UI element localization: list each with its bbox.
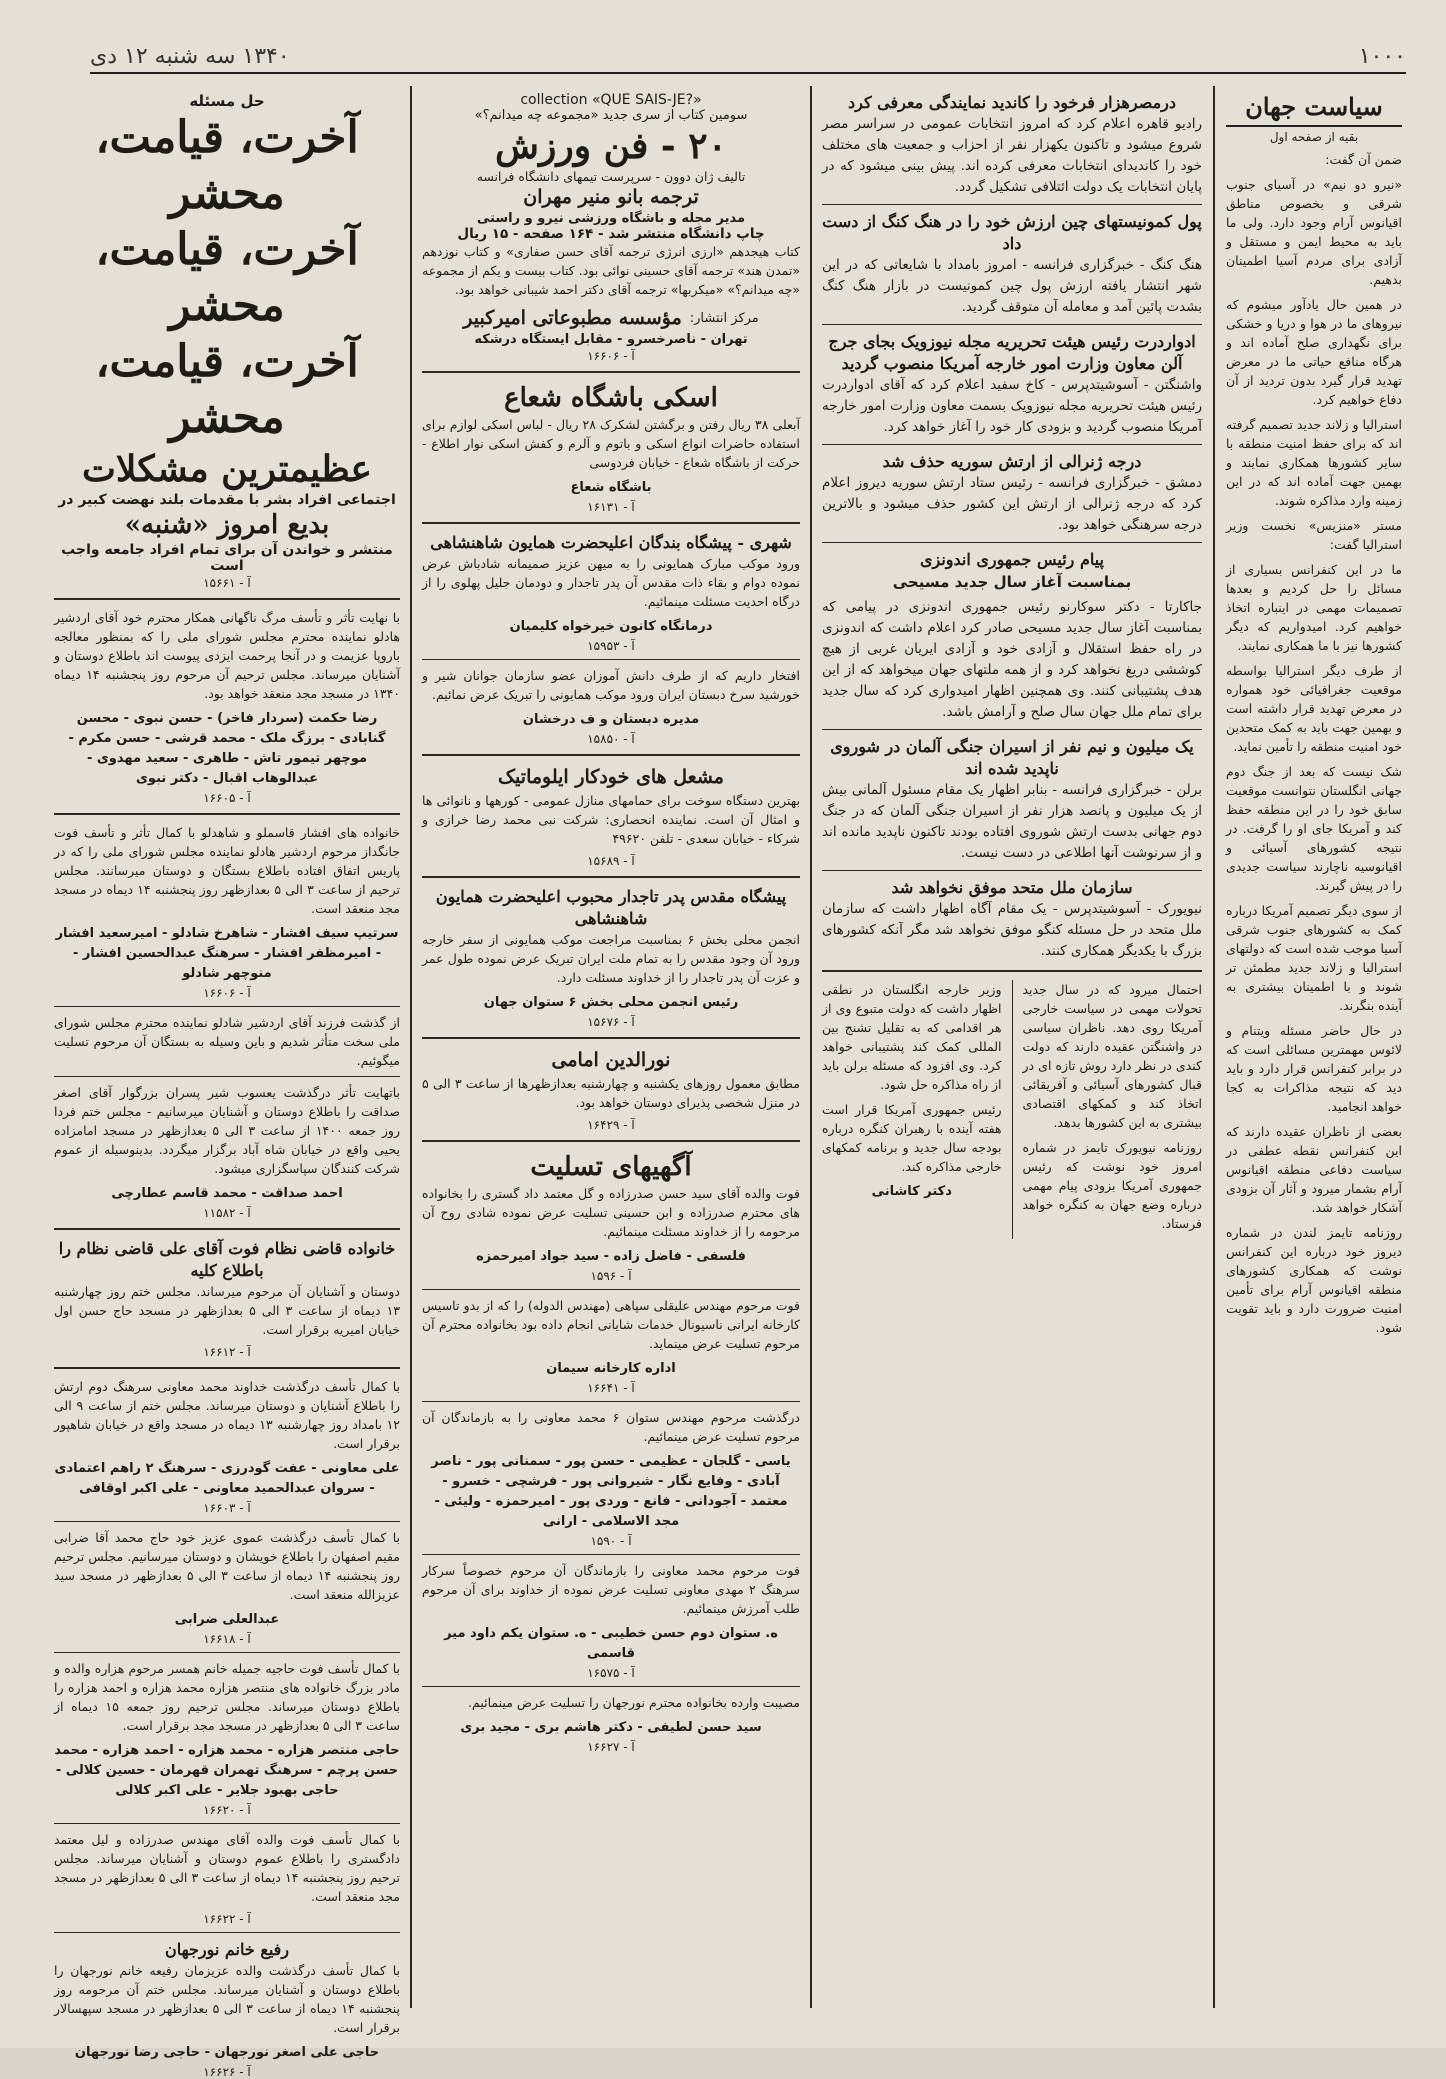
divider [54, 1932, 400, 1933]
article-paragraph: ما در این کنفرانس بسیاری از مسائل را حل کردیم و بعدها تصمیمات مهمی در اینباره اتخاذ خواهیم کرد. امیدواریم که دیگر کشورها نیز با ما همکاری نمایند. [1226, 562, 1402, 653]
subheadline: بمناسبت آغاز سال جدید مسیحی [892, 573, 1132, 591]
ad-headline: آخرت، قیامت، محشر [95, 112, 359, 219]
obituary-names: علی معاونی - عفت گودرزی - سرهنگ ۲ راهم اعتمادی - سروان عبدالحمید معاونی - علی اکبر اوقافی [54, 1461, 400, 1496]
divider [822, 444, 1202, 445]
masthead-page-number: ۱۰۰۰ [1358, 43, 1406, 69]
article-paragraph: از طرف دیگر استرالیا بواسطه موقعیت جغرافیائی خود همواره در معرض تهدید قرار داشته است و بهمین جهت باید به کمک متحدین خود امنیت منطقه را تأمین نماید. [1226, 663, 1402, 754]
obituary-body: خانواده های افشار قاسملو و شاهدلو با کمال تأثر و تأسف فوت جانگداز مرحوم اردشیر هادلو نماینده مجلس شورای ملی را که در پاریس اتفاق افتاده باطلاع بستگان و دوستان میرسانند. مجلس ترحیم از ساعت ۳ الی ۵ بعدازظهر روز پنجشنبه ۱۴ دیماه در مسجد مجد منعقد است. [54, 825, 400, 916]
translator-role: مدیر مجله و باشگاه ورزشی نیرو و راستی [476, 211, 746, 226]
divider [422, 1401, 800, 1402]
obituary-title: خانواده قاضی نظام فوت آقای علی قاضی نظام را باطلاع کلیه [58, 1239, 396, 1280]
headline: سازمان ملل متحد موفق نخواهد شد [891, 878, 1133, 897]
burner-ad-body: بهترین دستگاه سوخت برای حمامهای منازل عمومی - کورهها و نانوائی ها و امثال آن است. نماینده انحصاری: شرکت نبی محمد رضا خرازی و شرکاء - خیابان سعدی - تلفن ۴۹۶۲۰ [422, 793, 800, 846]
article-body: احتمال میرود که در سال جدید تحولات مهمی در سیاست خارجی آمریکا روی دهد. ناظران سیاسی در واشنگتن عقیده دارند که دولت کندی در نظر دارد روش تازه ای در قبال کشورهای آسیائی و آفریقائی اتخاذ کند و کمکهای اقتصادی بیشتری به این کشورها بدهد. [1022, 982, 1202, 1130]
divider [422, 1140, 800, 1142]
announcement-title: نورالدین امامی [551, 1049, 671, 1071]
book-series-label-fa: سومین کتاب از سری جدید «مجموعه چه میدانم؟» [474, 108, 748, 123]
divider [422, 1686, 800, 1687]
article-body: رئیس جمهوری آمریکا قرار است هفته آینده با رهبران کنگره درباره بودجه سال جدید و برنامه کمکهای خارجی مذاکره کند. [822, 1102, 1002, 1174]
divider [422, 754, 800, 756]
divider [54, 1228, 400, 1230]
publisher-line [422, 305, 800, 332]
obituary-body: باتهایت تأثر درگذشت یعسوب شیر پسران بزرگوار آقای اصغر صداقت را باطلاع دوستان و آشنایان میرسانیم - مجلس ختم فردا روز جمعه ۱۴۰۰ از ساعت ۳ الی ۵ بعدازظهر در مسجد امامزاده یحیی واقع در خیابان شاه آباد برگزار میگردد. بدینوسیله از عموم شرکت کنندگان سپاسگزاری میشود. [54, 1085, 400, 1176]
article-paragraph: از سوی دیگر تصمیم آمریکا درباره کمک به کشورهای جنوب شرقی آسیا موجب شده است که دولتهای استرالیا و زلاند جدید مطمئن تر شوند و با اطمینان بیشتری به آینده بنگرند. [1226, 903, 1402, 1013]
ad-reference: آ - ۱۵۹۰ [590, 1534, 632, 1548]
condolence-signature: سید حسن لطیفی - دکتر هاشم بری - مجید بری [460, 1720, 762, 1735]
column-obituaries [44, 86, 410, 2079]
obituary-body: با نهایت تأثر و تأسف مرگ ناگهانی همکار محترم خود آقای اردشیر هادلو نماینده محترم مجلس شورای ملی را که بمنظور معالجه باروپا عزیمت و در آنجا پرحمت ایزدی پیوست اند باطلاع دوستان و آشنایان میرساند. مجلس ترحیم آن مرحوم روز پنجشنبه ۱۴ دیماه ۱۳۴۰ در مسجد مجد منعقد خواهد بود. [54, 610, 400, 701]
article-paragraph: در حال حاضر مسئله ویتنام و لائوس مهمترین مسائلی است که در برابر کنفرانس قرار دارد و باید دید که نتیجه مذاکرات به کجا خواهد انجامید. [1226, 1023, 1402, 1114]
ad-headline: بدیع امروز «شنبه» [124, 510, 330, 540]
divider [822, 324, 1202, 325]
headline: یک میلیون و نیم نفر از اسیران جنگی آلمان در شوروی ناپدید شده اند [830, 737, 1194, 778]
divider [422, 522, 800, 524]
article-body: جاکارتا - دکتر سوکارنو رئیس جمهوری اندونزی در پیامی که بمناسبت آغاز سال جدید مسیحی صادر کرد اعلام داشت که اندونزی در راه حفظ استقلال و آزادی خود و آزادی ایریان غربی از هیچ کوششی دریغ نخواهد کرد و از همه ملتهای جهان میخواهد که از این هدف پشتیبانی کنند. وی همچنین اظهار امیدواری کرد که سال جدید برای تمام ملل جهان سال صلح و آرامش باشد. [822, 599, 1202, 720]
article-body: دمشق - خبرگزاری فرانسه - رئیس ستاد ارتش سوریه دیروز اعلام کرد که درجه ژنرالی از ارتش این کشور حذف میشود و بالاترین درجه سرهنگی خواهد بود. [822, 475, 1202, 533]
article-paragraph: در همین حال یادآور میشوم که نیروهای ما در هوا و دریا و خشکی برای نگهداری صلح آماده اند و هرگاه منافع حیاتی ما در معرض تهدید قرار گیرد بدون تردید از آن دفاع خواهیم کرد. [1226, 297, 1402, 407]
headline: پیام رئیس جمهوری اندونزی [919, 550, 1105, 569]
article-paragraph: ضمن آن گفت: [1325, 152, 1402, 167]
divider [422, 1554, 800, 1555]
article-body: وزیر خارجه انگلستان در نطقی اظهار داشت که دولت متبوع وی از هر اقدامی که به تقلیل تشنج بین المللی کمک کند پشتیبانی خواهد کرد. وی افزود که مسئله برلن باید از راه مذاکره حل شود. [822, 982, 1002, 1092]
divider [54, 1076, 400, 1077]
headline: درمصرهزار فرخود را کاندید نمایندگی معرفی کرد [848, 93, 1176, 112]
sub-column [1023, 980, 1203, 1239]
condolence-body: فوت والده آقای سید حسن صدرزاده و گل معتمد داد گستری را بخانواده های محترم صدرزاده و ابن حسینی تسلیت عرض نموده شادی روح آن مرحومه را از خداوند مسئلت مینمائیم. [422, 1186, 800, 1239]
ad-reference: آ - ۱۶۶۲۰ [203, 1803, 251, 1817]
ad-reference: آ - ۱۵۶۷۶ [587, 1015, 635, 1029]
article-body: نیویورک - آسوشیتدپرس - یک مقام آگاه اظهار داشت که سازمان ملل متحد در حل مسئله کنگو موفق نخواهد شد مگر آنکه کشورهای بزرگ با یکدیگر همکاری کنند. [822, 901, 1202, 959]
headline: درجه ژنرالی از ارتش سوریه حذف شد [882, 452, 1142, 471]
book-info: چاپ دانشگاه منتشر شد - ۱۶۴ صفحه - ۱۵ ریال [457, 226, 765, 242]
divider [54, 598, 400, 600]
obituary-names: رضا حکمت (سردار فاخر) - حسن نبوی - محسن گنابادی - برزگ ملک - محمد قرشی - حسن مکرم - موچهر تیمور تاش - طاهری - سعید مهدوی - عبدالوهاب اقبال - دکتر نبوی [68, 711, 386, 786]
condolence-body: فوت مرحوم مهندس علیقلی سپاهی (مهندس الدوله) را که از بدو تاسیس کارخانه ایرانی ناسیونال خدمات شایانی انجام داده بود بخانواده محترم آن مرحوم تسلیت عرض مینماید. [422, 1298, 800, 1351]
section-title: سیاست جهان [1226, 92, 1402, 127]
ad-reference: آ - ۱۶۶۱۲ [203, 1345, 251, 1359]
column-divider [1213, 86, 1215, 2008]
article-body: واشنگتن - آسوشیتدپرس - کاخ سفید اعلام کرد که آقای ادواردرت رئیس هیئت تحریریه مجله نیوزویک بسمت معاون وزارت امور خارجه آمریکا منصوب گردید و بزودی کار خود را آغاز خواهد کرد. [822, 377, 1202, 435]
ad-reference: آ - ۱۶۵۷۵ [587, 1666, 635, 1680]
condolence-signature: ه. ستوان دوم حسن خطیبی - ه. ستوان یکم داود میر قاسمی [444, 1626, 778, 1661]
ad-reference: آ - ۱۶۶۱۸ [203, 1632, 251, 1646]
publisher-name: مؤسسه مطبوعاتی امیرکبیر [463, 307, 682, 329]
divider [822, 204, 1202, 205]
column-foreign-news [812, 86, 1212, 2008]
ad-subline: منتشر و خواندن آن برای تمام افراد جامعه واجب است [61, 542, 393, 574]
article-paragraph: استرالیا و زلاند جدید تصمیم گرفته اند که برای حفظ امنیت منطقه با سایر کشورها همکاری نمایند و بهمین جهت آماده اند که در این زمینه وارد مذاکره شوند. [1226, 417, 1402, 508]
headline: پول کمونیستهای چین ارزش خود را در هنگ کنگ از دست داد [822, 212, 1202, 253]
ad-reference: آ - ۱۶۱۳۱ [587, 500, 635, 514]
ad-headline: آخرت، قیامت، محشر [95, 336, 359, 443]
announcement-signature: مدیره دبستان و ف درخشان [522, 712, 700, 727]
announcement-signature: درمانگاه کانون خیرخواه کلیمیان [509, 619, 713, 634]
burner-ad-title: مشعل های خودکار ایلوماتیک [498, 766, 724, 788]
ad-reference: آ - ۱۶۶۰۳ [203, 1501, 251, 1515]
obituary-signature: عبدالعلی ضرابی [174, 1612, 280, 1627]
obituary-body: با کمال تأسف فوت والده آقای مهندس صدرزاده و لیل معتمد دادگستری را باطلاع عموم دوستان و آشنایان میرساند. مجلس ترحیم روز پنجشنبه ۱۴ دیماه از ساعت ۳ الی ۵ بعدازظهر در مسجد مجد منعقد است. [54, 1832, 400, 1904]
ad-reference: آ - ۱۶۶۲۶ [203, 2065, 251, 2079]
announcement-body: افتخار داریم که از طرف دانش آموزان عضو سازمان جوانان شیر و خورشید سرخ دبستان ایران ورود موکب همایونی را تبریک عرض نمائیم. [422, 668, 800, 702]
condolence-body: درگذشت مرحوم مهندس ستوان ۶ محمد معاونی را به بازماندگان آن مرحوم تسلیت عرض مینمائیم. [422, 1410, 800, 1444]
divider [54, 1521, 400, 1522]
obituary-body: از گذشت فرزند آقای اردشیر شادلو نماینده محترم مجلس شورای ملی سخت متأثر شدیم و باین وسیله به بستگان آن مرحوم تسلیت میگوئیم. [54, 1015, 400, 1068]
divider [54, 1823, 400, 1824]
headline: ادواردرت رئیس هیئت تحریریه مجله نیوزویک بجای جرج آلن معاون وزارت امور خارجه آمریکا منصوب گردید [828, 332, 1196, 373]
ad-reference: آ - ۱۵۶۶۱ [203, 576, 251, 590]
ski-ad-body: آبعلی ۳۸ ریال رفتن و برگشتن لشکرک ۲۸ ریال - لباس اسکی لوازم برای استفاده حاضرات انواع اسکی و باتوم و آلرم و کفش اسکی نوار اطلاع - حرکت از باشگاه شعاع - خیابان فردوسی [422, 417, 801, 470]
ad-reference: آ - ۱۱۵۸۲ [203, 1206, 251, 1220]
article-paragraph: روزنامه تایمز لندن در شماره دیروز خود درباره این کنفرانس نوشت که همکاری کشورهای منطقه اقیانوس آرام برای تأمین امنیت ضرورت دارد و باید تقویت شود. [1226, 1225, 1402, 1335]
column-announcements [412, 86, 810, 2008]
divider [822, 870, 1202, 871]
condolence-names: یاسی - گلجان - عظیمی - حسن پور - سمنانی پور - ناصر آبادی - وفایع نگار - شیروانی پور - فرشچی - خسرو - معتمد - آجودانی - فانع - وردی پور - امیرحمزه - ولیئی - مجد الاسلامی - ارانی [431, 1454, 791, 1529]
divider [422, 1289, 800, 1290]
obituary-body: با کمال تأسف درگذشت والده عزیزمان رفیعه خانم نورجهان را باطلاع دوستان و آشنایان میرساند. مجلس ختم آن مرحومه روز پنجشنبه ۱۴ دیماه از ساعت ۳ الی ۵ بعدازظهر در مسجد سپهسالار برقرار است. [54, 1963, 400, 2035]
article-body: هنگ کنگ - خبرگزاری فرانسه - امروز بامداد با شایعاتی که در این شهر انتشار یافته ارزش پول چین کمونیست در بازار هنگ کنگ بشدت پائین آمد و معامله آن متوقف گردید. [822, 257, 1202, 315]
condolence-signature: اداره کارخانه سیمان [546, 1361, 676, 1376]
article-paragraph: بعضی از ناظران عقیده دارند که این کنفرانس نقطه عطفی در سیاست دفاعی منطقه اقیانوس آرام بشمار میرود و آثار آن بزودی آشکار خواهد شد. [1226, 1124, 1402, 1215]
announcement-body: ورود موکب مبارک همایونی را به میهن عزیز صمیمانه شادباش عرض نموده دوام و بقاء ذات مقدس آن پدر تاجدار و دودمان جلیل پهلوی را از درگاه احدیت مسئلت مینمائیم. [422, 556, 800, 609]
divider [1012, 980, 1013, 1239]
announcement-signature: رئیس انجمن محلی بخش ۶ ستوان جهان [483, 995, 739, 1010]
ad-subline: اجتماعی افراد بشر با مقدمات بلند نهضت کبیر در [58, 492, 396, 508]
sub-column [822, 980, 1002, 1239]
announcement-body: مطابق معمول روزهای یکشنبه و چهارشنبه بعدازظهرها از ساعت ۳ الی ۵ در منزل شخصی پذیرای دوستان خواهد بود. [422, 1076, 800, 1110]
ad-reference: آ - ۱۵۶۸۹ [587, 854, 635, 868]
divider [54, 1652, 400, 1653]
ski-ad-title: اسکی باشگاه شعاع [504, 383, 718, 413]
divider [422, 1037, 800, 1039]
obituary-signature: احمد صداقت - محمد قاسم عطارچی [111, 1186, 343, 1201]
ad-reference: آ - ۱۵۹۶ [590, 1269, 632, 1283]
announcement-title: پیشگاه مقدس پدر تاجدار محبوب اعلیحضرت همایون شاهنشاهی [435, 887, 787, 928]
book-title: ۲۰ - فن ورزش [495, 125, 727, 167]
ad-reference: آ - ۱۵۹۵۳ [587, 639, 635, 653]
condolence-body: فوت مرحوم محمد معاونی را بازماندگان آن مرحوم خصوصاً سرکار سرهنگ ۲ مهدی معاونی تسلیت عرض نموده از خداوند برای آن مرحوم طلب آمرزش مینمائیم. [422, 1563, 800, 1616]
book-translator: ترجمه بانو منیر مهران [523, 186, 699, 208]
two-column-section [822, 980, 1202, 1239]
ad-reference: آ - ۱۶۶۰۵ [203, 791, 251, 805]
article-paragraph: شک نیست که بعد از جنگ دوم جهانی انگلستان نتوانست موقعیت سابق خود را در این منطقه حفظ کند و آمریکا جای او را گرفت. در نتیجه کشورهای آسیائی و اقیانوسیه ناچارند سیاست جدیدی را در پیش گیرند. [1226, 764, 1402, 893]
article-body: برلن - خبرگزاری فرانسه - بنابر اظهار یک مقام مسئول آلمانی بیش از یک میلیون و پانصد هزار نفر از اسیران جنگی آلمان که در جنگ دوم جهانی بدست ارتش شوروی افتاده بودند تاکنون ناپدید مانده اند و از سرنوشت آنها اطلاعی در دست نیست. [822, 782, 1202, 861]
divider [822, 542, 1202, 543]
section-subtitle: بقیه از صفحه اول [1269, 130, 1359, 144]
masthead [90, 40, 1406, 74]
obituary-body: دوستان و آشنایان آن مرحوم میرساند. مجلس ختم روز چهارشنبه ۱۳ دیماه از ساعت ۳ الی ۵ بعدازظهر در مسجد حاج حسن اول خیابان امیریه برقرار است. [54, 1284, 400, 1337]
masthead-date: ۱۳۴۰ سه شنبه ۱۲ دی [90, 43, 290, 69]
obituary-signature: حاجی علی اصغر نورجهان - حاجی رضا نورجهان [74, 2045, 380, 2060]
announcement-title: شهری - پیشگاه بندگان اعلیحضرت همایون شاهنشاهی [430, 533, 792, 552]
ad-reference: آ - ۱۶۶۰۶ [203, 986, 251, 1000]
divider [822, 970, 1202, 972]
book-author: تالیف ژان دوون - سرپرست تیمهای دانشگاه فرانسه [476, 169, 746, 184]
condolence-section-title: آگهیهای تسلیت [530, 1152, 692, 1182]
condolence-body: مصیبت وارده بخانواده محترم نورجهان را تسلیت عرض مینمائیم. [468, 1695, 800, 1710]
ad-reference: آ - ۱۶۶۴۱ [587, 1381, 635, 1395]
distribution-label: مرکز انتشار: [689, 311, 759, 326]
obituary-body: با کمال تأسف فوت حاجیه جمیله خانم همسر مرحوم هزاره والده و مادر بزرگ خانواده های منتصر هزاره محمد هزاره و احمد هزاره را باطلاع دوستان میرساند. مجلس ترحیم روز جمعه ۱۵ دیماه از ساعت ۳ الی ۵ بعدازظهر در مسجد مجد برقرار است. [54, 1661, 400, 1733]
article-paragraph: مستر «منزیس» نخست وزیر استرالیا گفت: [1226, 518, 1402, 552]
ad-reference: آ - ۱۶۶۰۶ [587, 349, 635, 363]
ski-ad-signature: باشگاه شعاع [570, 480, 652, 495]
condolence-signature: فلسفی - فاضل زاده - سید جواد امیرحمزه [476, 1249, 746, 1264]
divider [54, 1367, 400, 1369]
divider [422, 371, 800, 373]
signature: دکتر کاشانی [871, 1184, 952, 1199]
divider [822, 729, 1202, 730]
ad-headline: آخرت، قیامت، محشر [95, 224, 359, 331]
obituary-body: با کمال تأسف درگذشت عموی عزیز خود حاج محمد آقا ضرابی مقیم اصفهان را باطلاع خویشان و دوستان میرسانیم. مجلس ترحیم روز پنجشنبه ۱۴ دیماه از ساعت ۳ الی ۵ بعدازظهر در مسجد سید عزیزالله منعقد است. [54, 1530, 400, 1602]
announcement-body: انجمن محلی بخش ۶ بمناسبت مراجعت موکب همایونی از سفر خارجه ورود آن وجود مقدس را به تمام ملت ایران تبریک عرض نموده طول عمر و عزت آن پدر تاجدار را از خداوند مسئلت دارد. [422, 932, 800, 985]
book-series-label: collection «QUE SAIS-JE?» [520, 92, 702, 108]
article-paragraph: «نیرو دو نیم» در آسیای جنوب شرقی و بخصوص مناطق اقیانوس آرام وجود دارد. ولی ما باید به محیط ایمن و مستقل و آزادی برای مردم آسیا اطمینان بدهیم. [1226, 177, 1402, 287]
divider [422, 876, 800, 878]
publisher-address: تهران - ناصرخسرو - مقابل ایستگاه درشکه [474, 332, 748, 347]
divider [422, 659, 800, 660]
ad-reference: آ - ۱۶۶۲۲ [203, 1912, 251, 1926]
divider [54, 1006, 400, 1007]
ad-headline: عظیمترین مشکلات [81, 448, 373, 490]
divider [54, 813, 400, 815]
ad-reference: آ - ۱۵۸۵۰ [587, 732, 635, 746]
article-body: روزنامه نیویورک تایمز در شماره امروز خود نوشت که رئیس جمهوری آمریکا بزودی پیام مهمی درباره وضع جهان به کنگره خواهد فرستاد. [1022, 1140, 1202, 1231]
ad-top-label: حل مسئله [189, 92, 265, 110]
column-world-politics [1216, 86, 1412, 2008]
obituary-names: سرتیپ سیف افشار - شاهرخ شادلو - امیرسعید افشار - امیرمظفر افشار - سرهنگ عبدالحسین افشار - منوچهر شادلو [55, 926, 399, 981]
obituary-names: حاجی منتصر هزاره - محمد هزاره - احمد هزاره - محمد حسن پرچم - سرهنگ تهمران قهرمان - حسین کلالی - حاجی بهبود جلایر - علی اکبر کلالی [54, 1743, 400, 1798]
obituary-title: رفیع خانم نورجهان [164, 1940, 290, 1959]
ad-reference: آ - ۱۶۶۲۷ [587, 1740, 635, 1754]
article-body: رادیو قاهره اعلام کرد که امروز انتخابات عمومی در سراسر مصر شروع میشود و تاکنون یکهزار نفر از احزاب و جمعیت های مختلف خود را کاندیدای انتخابات معرفی کرده اند. پیش بینی میشود که در پایان انتخابات یک دولت ائتلافی تشکیل گردد. [822, 116, 1202, 195]
book-description: کتاب هیجدهم «ارزی انرژی ترجمه آقای حسن صفاری» و کتاب نوزدهم «تمدن هند» ترجمه آقای حسینی نوائی بود. کتاب بیست و یکم از مجموعه «چه میدانم؟» «میکربها» ترجمه آقای دکتر احمد شیبانی خواهد بود. [422, 244, 800, 297]
obituary-body: با کمال تأسف درگذشت خداوند محمد معاونی سرهنگ دوم ارتش را باطلاع آشنایان و دوستان میرساند. مجلس ختم از ساعت ۹ الی ۱۲ بامداد روز چهارشنبه ۱۳ دیماه در مسجد واقع در خیابان شاهپور برقرار است. [54, 1379, 400, 1451]
ad-reference: آ - ۱۶۴۲۹ [587, 1118, 635, 1132]
